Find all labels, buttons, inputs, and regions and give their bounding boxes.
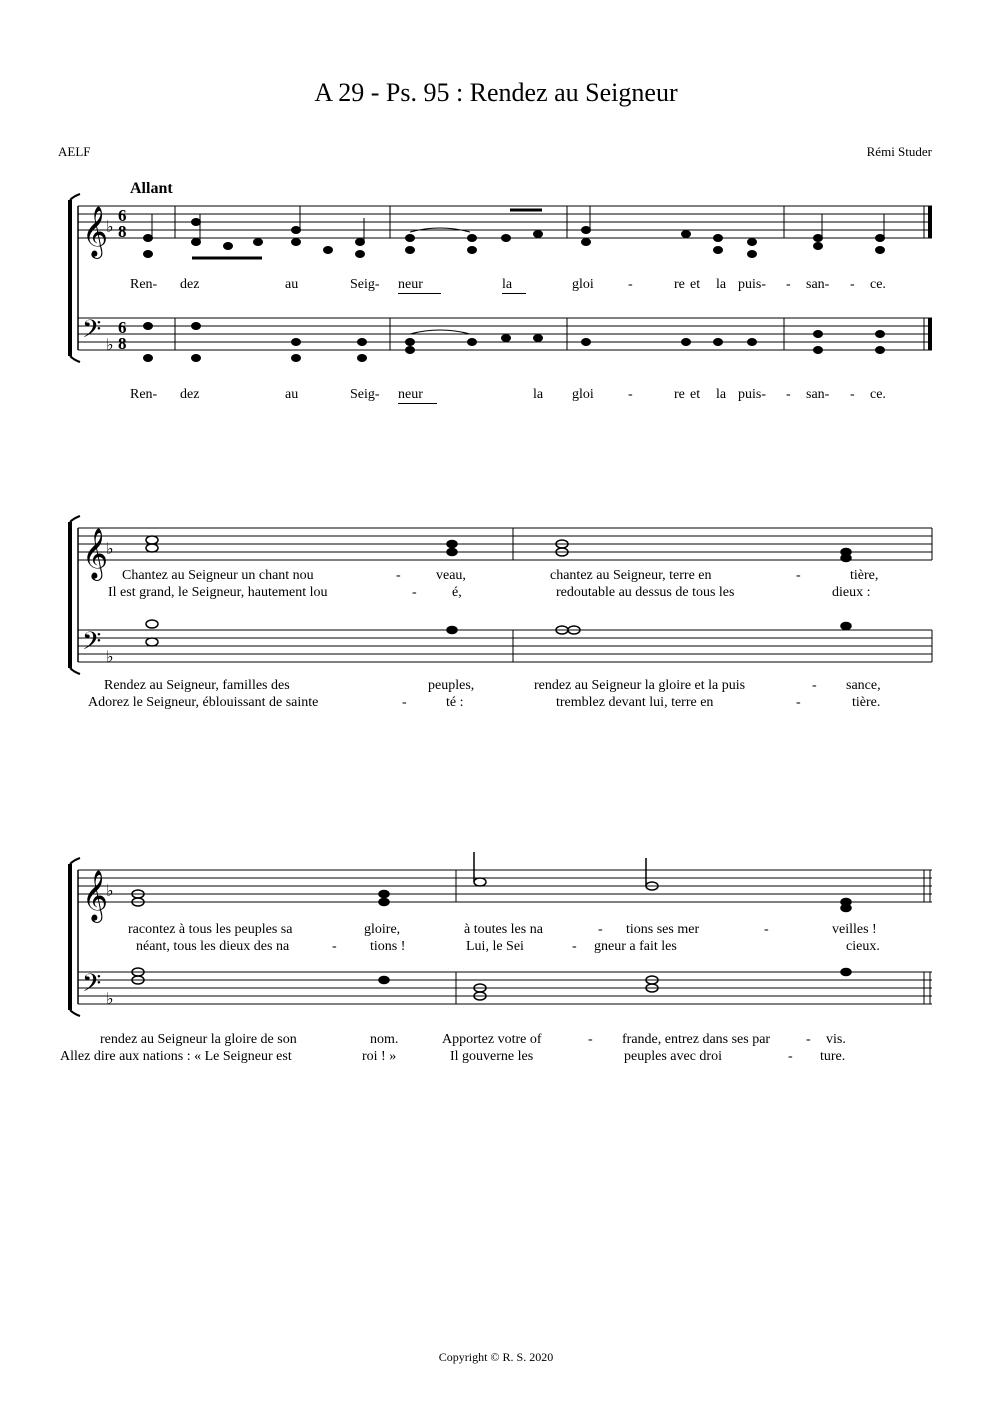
lyric-syllable: Ren- bbox=[130, 277, 158, 292]
verse-text: Apportez votre of bbox=[442, 1032, 542, 1047]
verse-text: rendez au Seigneur la gloire de son bbox=[100, 1032, 297, 1047]
lyric-syllable: et bbox=[690, 277, 701, 292]
verse-text: tions ses mer bbox=[626, 922, 700, 937]
lyric-syllable: re bbox=[674, 387, 685, 402]
verse-text: té : bbox=[446, 695, 464, 710]
verse-text: frande, entrez dans ses par bbox=[622, 1032, 771, 1047]
lyric-hyphen: - bbox=[764, 922, 769, 937]
lyric-hyphen: - bbox=[806, 1032, 811, 1047]
lyric-syllable: san- bbox=[806, 387, 830, 402]
lyric-hyphen: - bbox=[796, 568, 801, 583]
lyric-hyphen: - bbox=[786, 387, 791, 402]
system3-bass-staff bbox=[78, 972, 932, 1004]
verse-text: ture. bbox=[820, 1049, 846, 1064]
flat-icon: ♭ bbox=[106, 335, 114, 354]
lyric-syllable: la bbox=[502, 277, 526, 294]
verse-text: nom. bbox=[370, 1032, 399, 1047]
copyright-notice: Copyright © R. S. 2020 bbox=[438, 1350, 554, 1364]
lyric-syllable: puis- bbox=[738, 277, 766, 292]
lyric-hyphen: - bbox=[412, 585, 417, 600]
verse-text: Lui, le Sei bbox=[466, 939, 524, 954]
svg-text:6: 6 bbox=[118, 206, 127, 225]
lyric-syllable: ce. bbox=[870, 387, 886, 402]
verse-text: veau, bbox=[436, 568, 466, 583]
verse-text: gloire, bbox=[364, 922, 401, 937]
lyric-syllable: et bbox=[690, 387, 701, 402]
verse-text: à toutes les na bbox=[464, 922, 543, 937]
lyric-hyphen: - bbox=[796, 695, 801, 710]
lyric-syllable: puis- bbox=[738, 387, 766, 402]
verse-text: Allez dire aux nations : « Le Seigneur est bbox=[60, 1049, 292, 1064]
page-title: A 29 - Ps. 95 : Rendez au Seigneur bbox=[314, 78, 678, 107]
lyric-syllable: re bbox=[674, 277, 685, 292]
verse-text: Rendez au Seigneur, familles des bbox=[104, 678, 290, 693]
verse-text: vis. bbox=[826, 1032, 846, 1047]
lyric-hyphen: - bbox=[332, 939, 337, 954]
composer-label: Rémi Studer bbox=[866, 144, 932, 159]
verse-text: tremblez devant lui, terre en bbox=[556, 695, 714, 710]
lyric-hyphen: - bbox=[788, 1049, 793, 1064]
publisher-label: AELF bbox=[58, 144, 91, 159]
verse-text: Chantez au Seigneur un chant nou bbox=[122, 568, 314, 583]
system1-bass-staff bbox=[78, 318, 932, 350]
flat-icon: ♭ bbox=[106, 647, 114, 666]
lyric-hyphen: - bbox=[572, 939, 577, 954]
flat-icon: ♭ bbox=[106, 539, 114, 558]
lyric-hyphen: - bbox=[628, 387, 633, 402]
svg-text:8: 8 bbox=[118, 222, 127, 241]
verse-text: redoutable au dessus de tous les bbox=[556, 585, 735, 600]
lyric-hyphen: - bbox=[812, 678, 817, 693]
verse-text: racontez à tous les peuples sa bbox=[128, 922, 293, 937]
verse-text: tière. bbox=[852, 695, 881, 710]
tempo-marking: Allant bbox=[130, 180, 173, 197]
system1-treble-staff bbox=[78, 206, 932, 238]
lyric-syllable: au bbox=[285, 387, 299, 402]
flat-icon: ♭ bbox=[106, 217, 114, 236]
bass-clef-icon: 𝄢 bbox=[82, 969, 102, 1004]
lyric-syllable: Ren- bbox=[130, 387, 158, 402]
lyric-syllable: la bbox=[716, 277, 727, 292]
verse-text: Il gouverne les bbox=[450, 1049, 534, 1064]
lyric-hyphen: - bbox=[402, 695, 407, 710]
lyric-syllable: dez bbox=[180, 277, 200, 292]
lyric-hyphen: - bbox=[850, 387, 855, 402]
verse-text: peuples avec droi bbox=[624, 1049, 722, 1064]
verse-text: Adorez le Seigneur, éblouissant de sainte bbox=[88, 695, 319, 710]
treble-clef-icon: 𝄞 bbox=[82, 206, 109, 257]
treble-clef-icon: 𝄞 bbox=[82, 870, 109, 921]
verse-text: tions ! bbox=[370, 939, 406, 954]
lyric-syllable: neur bbox=[398, 277, 441, 294]
lyric-hyphen: - bbox=[628, 277, 633, 292]
lyric-hyphen: - bbox=[786, 277, 791, 292]
verse-text: roi ! » bbox=[362, 1049, 397, 1064]
lyric-syllable: la bbox=[533, 387, 544, 402]
lyric-syllable: gloi bbox=[572, 387, 594, 402]
lyric-syllable: Seig- bbox=[350, 277, 380, 292]
lyric-syllable: la bbox=[716, 387, 727, 402]
lyric-syllable: Seig- bbox=[350, 387, 380, 402]
lyric-syllable: gloi bbox=[572, 277, 594, 292]
treble-clef-icon: 𝄞 bbox=[82, 528, 109, 579]
verse-text: é, bbox=[452, 585, 462, 600]
lyric-syllable: ce. bbox=[870, 277, 886, 292]
lyric-hyphen: - bbox=[588, 1032, 593, 1047]
system2-treble-staff bbox=[78, 528, 932, 560]
lyric-syllable: dez bbox=[180, 387, 200, 402]
system2-bass-staff bbox=[78, 630, 932, 662]
verse-text: dieux : bbox=[832, 585, 871, 600]
lyric-hyphen: - bbox=[598, 922, 603, 937]
verse-text: veilles ! bbox=[832, 922, 877, 937]
verse-text: sance, bbox=[846, 678, 881, 693]
bass-clef-icon: 𝄢 bbox=[82, 627, 102, 662]
svg-text:6: 6 bbox=[118, 318, 127, 337]
verse-text: tière, bbox=[850, 568, 879, 583]
lyric-hyphen: - bbox=[396, 568, 401, 583]
verse-text: gneur a fait les bbox=[594, 939, 677, 954]
verse-text: peuples, bbox=[428, 678, 475, 693]
system3-treble-staff bbox=[78, 870, 932, 902]
lyric-syllable: neur bbox=[398, 387, 437, 404]
flat-icon: ♭ bbox=[106, 881, 114, 900]
lyric-syllable: san- bbox=[806, 277, 830, 292]
flat-icon: ♭ bbox=[106, 989, 114, 1008]
svg-text:8: 8 bbox=[118, 334, 127, 353]
lyric-syllable: au bbox=[285, 277, 299, 292]
verse-text: rendez au Seigneur la gloire et la puis bbox=[534, 678, 746, 693]
bass-clef-icon: 𝄢 bbox=[82, 315, 102, 350]
verse-text: chantez au Seigneur, terre en bbox=[550, 568, 712, 583]
verse-text: néant, tous les dieux des na bbox=[136, 939, 290, 954]
verse-text: Il est grand, le Seigneur, hautement lou bbox=[108, 585, 328, 600]
lyric-hyphen: - bbox=[850, 277, 855, 292]
time-signature bbox=[118, 206, 127, 353]
verse-text: cieux. bbox=[846, 939, 880, 954]
